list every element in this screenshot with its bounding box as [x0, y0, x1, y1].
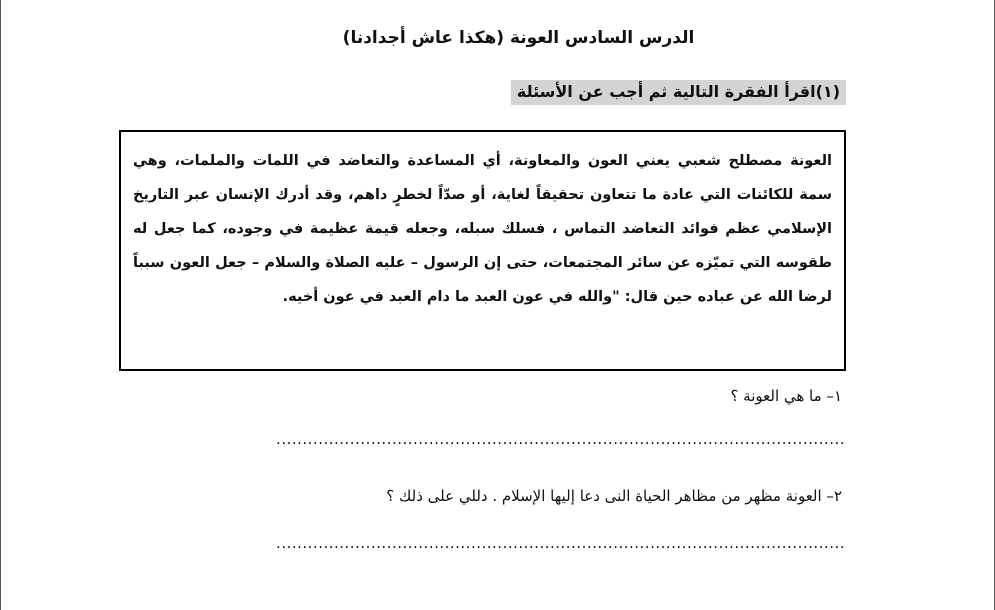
answer-line-2[interactable]: ............................................................................................................	[276, 534, 845, 552]
lesson-title: الدرس السادس العونة (هكذا عاش أجدادنا)	[342, 28, 695, 48]
question-2: ٢– العونة مظهر من مظاهر الحياة النى دعا إليها الإسلام . دللي على ذلك ؟	[386, 487, 842, 505]
answer-line-1[interactable]: ............................................................................................................	[276, 430, 845, 448]
reading-instruction: (١)اقرأ الفقرة التالية ثم أجب عن الأسئلة	[511, 80, 846, 105]
reading-passage: العونة مصطلح شعبي يعني العون والمعاونة، أي المساعدة والتعاضد في اللمات والملمات، وهي سمة للكائنات التي عادة ما تتعاون تحقيقاً لغاية، أو صدّاً لخطرٍ داهم، وقد أدرك الإنسان عبر التاريخ الإسلامي عظم فوائد التعاضد التماس ، فسلك سبله، وجعله قيمة عظيمة في وجوده، كما جعل له طقوسه التي تميّزه عن سائر المجتمعات، حتى إن الرسول – عليه الصلاة والسلام – جعل العون سبباً لرضا الله عن عباده حين قال: "والله في عون العبد ما دام العبد في عون أخيه.	[119, 130, 846, 371]
question-1: ١– ما هي العونة ؟	[730, 387, 842, 405]
